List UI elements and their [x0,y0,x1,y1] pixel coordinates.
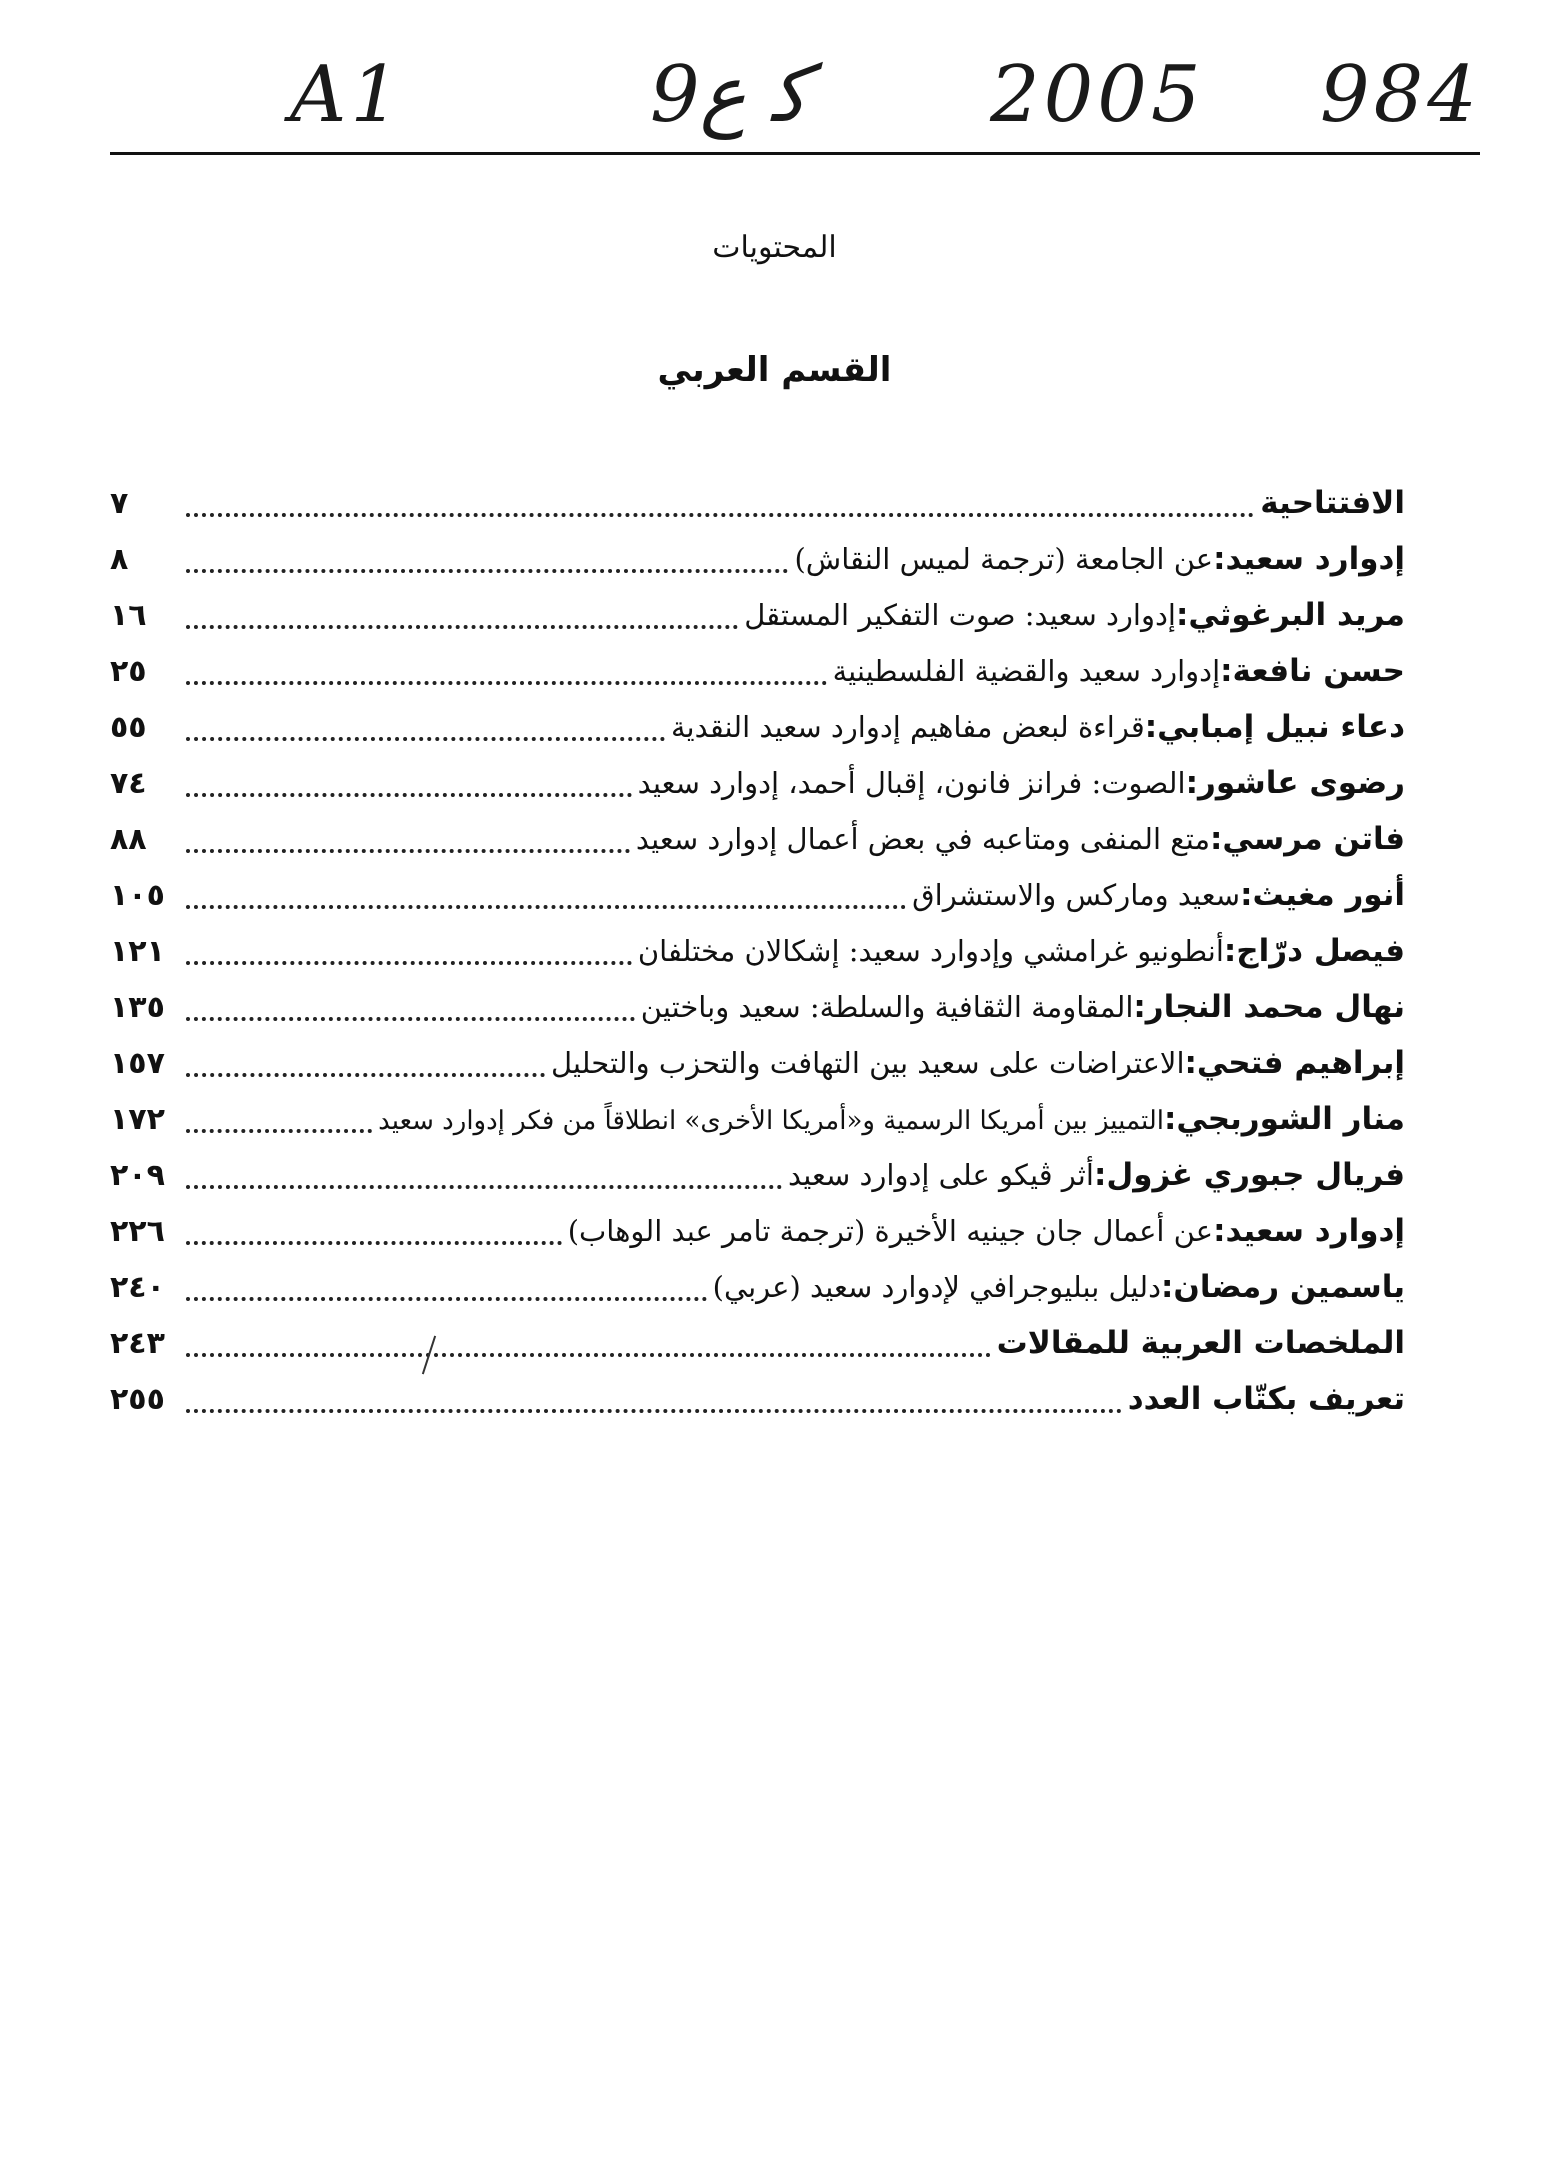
dot-leader [186,565,788,573]
page-number: ٢٤٠ [110,1270,165,1305]
toc-title: عن أعمال جان جينيه الأخيرة (ترجمة تامر عبد الوهاب) [567,1214,1214,1248]
table-of-contents [110,475,1405,1427]
handwritten-number: 984 [1320,50,1481,140]
dot-leader [186,677,827,685]
page-number: ٢٥ [110,654,147,689]
dot-leader [186,901,906,909]
toc-entry [110,811,1405,867]
toc-author: حسن نافعة: [1220,653,1405,689]
page-number: ٨ [110,542,129,577]
dot-leader [186,789,632,797]
dot-leader [186,1405,1122,1413]
toc-author: دعاء نبيل إمبابي: [1144,709,1405,745]
page-number: ٢٠٩ [110,1158,165,1193]
dot-leader [186,957,632,965]
toc-author: أنور مغيث: [1240,877,1405,913]
page-number: ٢٢٦ [110,1214,165,1249]
toc-entry [110,1091,1405,1147]
handwritten-year: 2005 [990,50,1205,140]
toc-title: المقاومة الثقافية والسلطة: سعيد وباختين [640,990,1134,1024]
toc-entry [110,643,1405,699]
dot-leader [186,1349,991,1357]
toc-author: نهال محمد النجار: [1133,989,1405,1025]
page-number: ١٣٥ [110,990,165,1025]
toc-title: الصوت: فرانز فانون، إقبال أحمد، إدوارد سعيد [637,766,1186,800]
page-number: ١٠٥ [110,878,165,913]
toc-title: الاعتراضات على سعيد بين التهافت والتحزب والتحليل [550,1046,1185,1080]
page-number: ٧٤ [110,766,147,801]
toc-title: التمييز بين أمريكا الرسمية و«أمريكا الأخرى» انطلاقاً من فكر إدوارد سعيد [378,1106,1165,1136]
toc-title: عن الجامعة (ترجمة لميس النقاش) [794,542,1214,576]
dot-leader [186,509,1254,517]
toc-author: فيصل درّاج: [1223,933,1405,969]
toc-heading: تعريف بكتّاب العدد [1127,1381,1405,1417]
dot-leader [186,733,665,741]
toc-entry [110,699,1405,755]
toc-author: منار الشوربجي: [1164,1101,1405,1137]
contents-title: المحتويات [712,230,837,265]
dot-leader [186,1069,545,1077]
toc-title: متع المنفى ومتاعبه في بعض أعمال إدوارد سعيد [635,822,1210,856]
page-number: ٢٤٣ [110,1326,165,1361]
toc-entry [110,1147,1405,1203]
toc-entry [110,923,1405,979]
page-number: ٥٥ [110,710,147,745]
toc-entry [110,867,1405,923]
dot-leader [186,1181,782,1189]
toc-author: رضوى عاشور: [1185,765,1405,801]
dot-leader [186,1013,635,1021]
page-number: ١٥٧ [110,1046,165,1081]
toc-author: فريال جبوري غزول: [1093,1157,1405,1193]
toc-title: أثر ڤيكو على إدوارد سعيد [788,1158,1094,1192]
toc-heading: الملخصات العربية للمقالات [996,1325,1405,1361]
toc-author: ياسمين رمضان: [1161,1269,1405,1305]
toc-entry [110,755,1405,811]
dot-leader [186,1293,707,1301]
toc-heading: الافتتاحية [1260,485,1405,521]
dot-leader [186,845,630,853]
toc-entry [110,979,1405,1035]
toc-title: إدوارد سعيد: صوت التفكير المستقل [744,598,1176,632]
toc-entry [110,475,1405,531]
toc-author: فاتن مرسي: [1210,821,1405,857]
header-rule [110,152,1480,155]
handwritten-code-2: 9ﻛ ع [650,50,809,140]
page-number: ٢٥٥ [110,1382,165,1417]
page-number: ١٧٢ [110,1102,165,1137]
page-number: ١٢١ [110,934,165,969]
toc-title: دليل ببليوجرافي لإدوارد سعيد (عربي) [712,1270,1162,1304]
dot-leader [186,621,738,629]
dot-leader [186,1237,562,1245]
toc-entry [110,531,1405,587]
toc-author: مريد البرغوثي: [1175,597,1405,633]
page-number: ١٦ [110,598,147,633]
toc-entry [110,1315,1405,1371]
toc-title: قراءة لبعض مفاهيم إدوارد سعيد النقدية [671,710,1145,744]
toc-title: سعيد وماركس والاستشراق [912,878,1241,912]
handwritten-header [110,40,1480,150]
page-number: ٨٨ [110,822,147,857]
page-number: ٧ [110,486,129,521]
toc-entry [110,1035,1405,1091]
toc-author: إدوارد سعيد: [1213,541,1405,577]
toc-entry [110,1259,1405,1315]
toc-author: إبراهيم فتحي: [1184,1045,1405,1081]
handwritten-code-1: A1 [290,50,404,140]
section-title: القسم العربي [657,350,892,390]
toc-entry [110,1371,1405,1427]
toc-entry [110,1203,1405,1259]
toc-entry [110,587,1405,643]
toc-author: إدوارد سعيد: [1213,1213,1405,1249]
toc-title: إدوارد سعيد والقضية الفلسطينية [832,654,1221,688]
dot-leader [186,1125,372,1133]
toc-title: أنطونيو غرامشي وإدوارد سعيد: إشكالان مختلفان [637,934,1224,968]
